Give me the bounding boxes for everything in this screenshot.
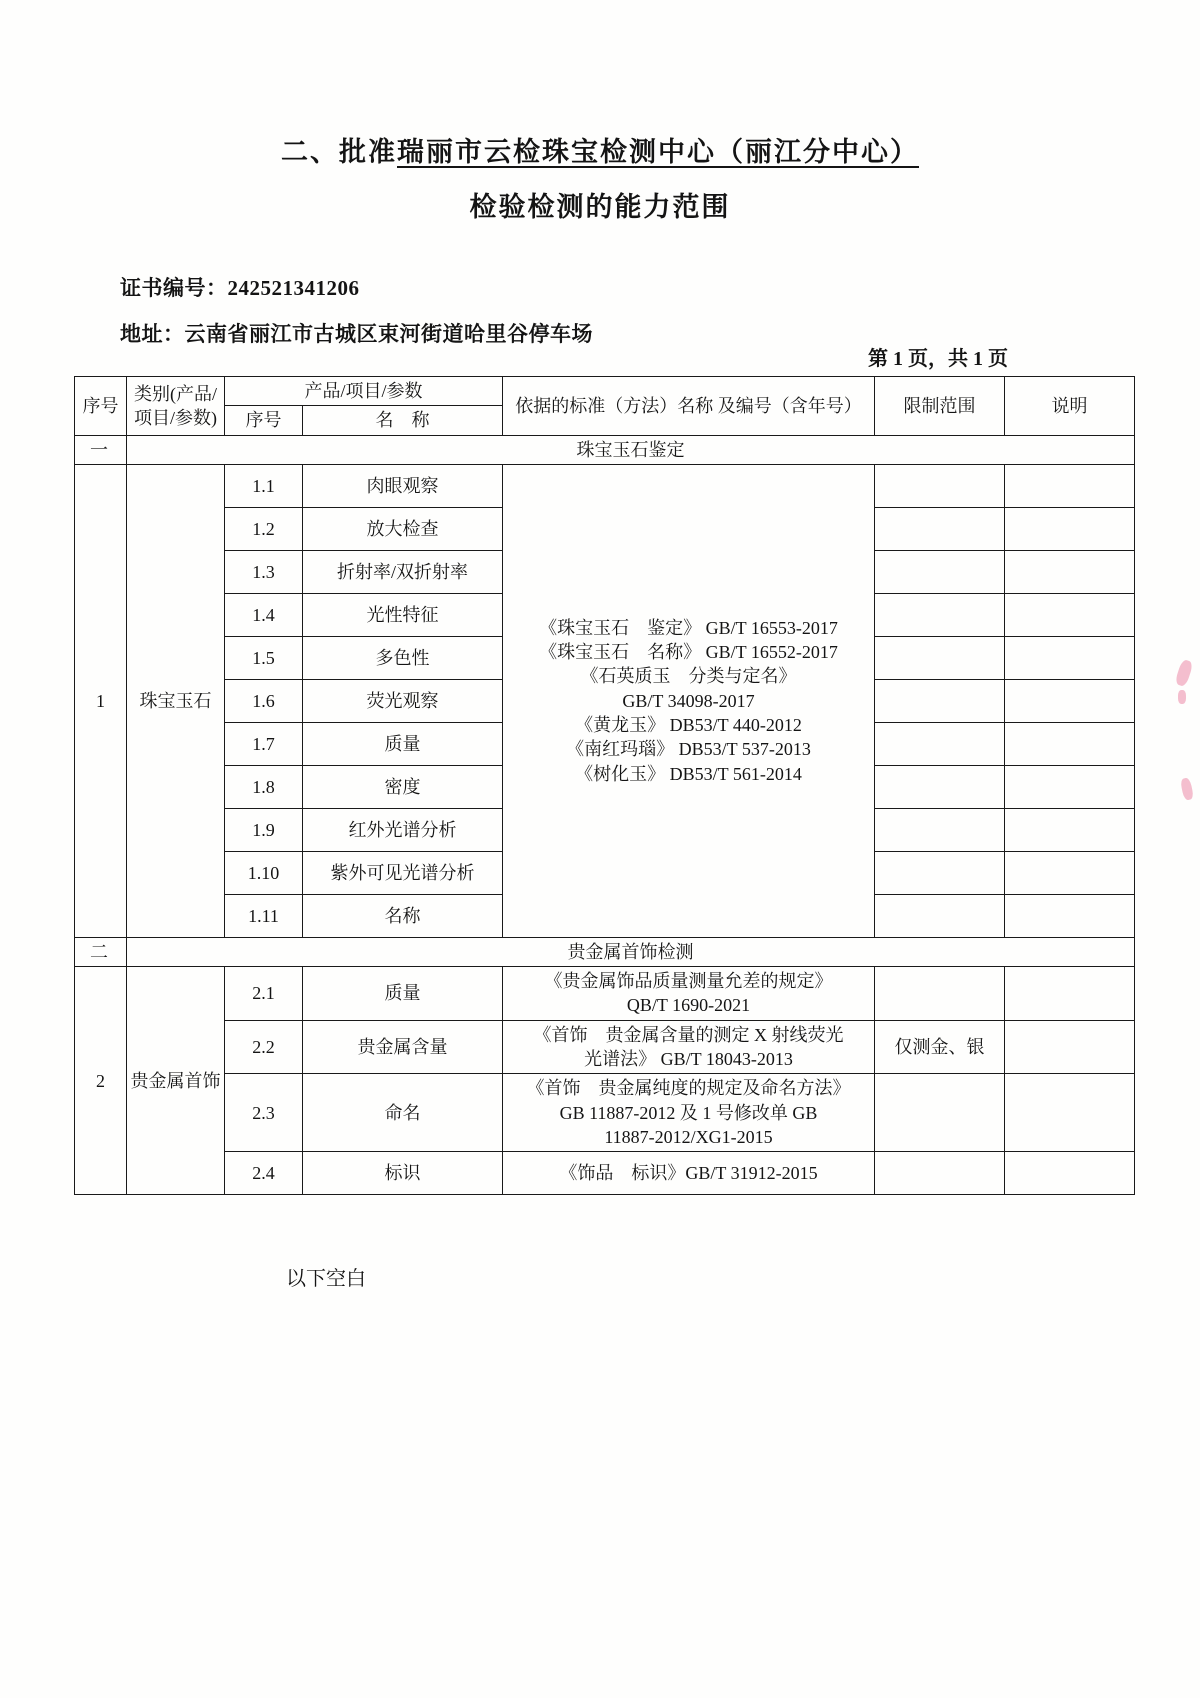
item-note xyxy=(1005,765,1135,808)
item-note xyxy=(1005,894,1135,937)
item-note xyxy=(1005,808,1135,851)
standard-line: 《贵金属饰品质量测量允差的规定》 xyxy=(544,971,833,992)
item-name: 肉眼观察 xyxy=(303,464,503,507)
item-no: 1.10 xyxy=(225,851,303,894)
section-index: 二 xyxy=(75,937,127,966)
row-category: 珠宝玉石 xyxy=(127,464,225,937)
item-limit xyxy=(875,894,1005,937)
item-no: 2.1 xyxy=(225,967,303,1021)
item-name: 密度 xyxy=(303,765,503,808)
scan-artifact-mark xyxy=(1180,777,1194,801)
standard-line: 《首饰 贵金属含量的测定 X 射线荧光 xyxy=(533,1024,844,1045)
header-item-name: 名 称 xyxy=(303,406,503,435)
standard-line: QB/T 1690-2021 xyxy=(626,995,751,1016)
item-name: 折射率/双折射率 xyxy=(303,550,503,593)
scan-artifact-mark xyxy=(1178,690,1186,704)
item-note xyxy=(1005,967,1135,1021)
item-limit xyxy=(875,808,1005,851)
item-no: 1.3 xyxy=(225,550,303,593)
certificate-number-line xyxy=(120,272,360,302)
header-category: 类别(产品/项目/参数) xyxy=(127,377,225,436)
item-name: 名称 xyxy=(303,894,503,937)
standard-line: GB 11887-2012 及 1 号修改单 GB xyxy=(559,1102,818,1123)
item-standards xyxy=(503,1074,875,1152)
item-note xyxy=(1005,593,1135,636)
item-no: 1.2 xyxy=(225,507,303,550)
item-note xyxy=(1005,507,1135,550)
item-name: 放大检查 xyxy=(303,507,503,550)
certificate-number-label: 证书编号： xyxy=(120,276,228,300)
item-limit xyxy=(875,722,1005,765)
item-limit xyxy=(875,967,1005,1021)
item-name: 标识 xyxy=(303,1152,503,1195)
row-category: 贵金属首饰 xyxy=(127,967,225,1195)
row-number: 1 xyxy=(75,464,127,937)
certificate-number-value: 242521341206 xyxy=(227,276,360,300)
item-name: 多色性 xyxy=(303,636,503,679)
item-standards xyxy=(503,1020,875,1074)
item-no: 1.4 xyxy=(225,593,303,636)
header-sub-seq: 序号 xyxy=(225,406,303,435)
item-no: 1.11 xyxy=(225,894,303,937)
item-limit xyxy=(875,593,1005,636)
title-prefix: 二、批准 xyxy=(281,137,397,167)
item-name: 质量 xyxy=(303,722,503,765)
title-line-1 xyxy=(0,130,1200,169)
item-no: 1.8 xyxy=(225,765,303,808)
standard-line: GB/T 34098-2017 xyxy=(622,690,755,711)
item-name: 荧光观察 xyxy=(303,679,503,722)
item-no: 1.9 xyxy=(225,808,303,851)
item-note xyxy=(1005,1152,1135,1195)
item-limit xyxy=(875,636,1005,679)
standard-line: 《树化玉》 DB53/T 561-2014 xyxy=(575,763,802,784)
item-no: 1.5 xyxy=(225,636,303,679)
header-standard-line1: 依据的标准（方法）名称 xyxy=(515,395,714,416)
standard-line: 《南红玛瑙》 DB53/T 537-2013 xyxy=(566,739,811,760)
item-no: 2.3 xyxy=(225,1074,303,1152)
section-title: 珠宝玉石鉴定 xyxy=(127,435,1135,464)
item-no: 1.7 xyxy=(225,722,303,765)
standard-line: 《石英质玉 分类与定名》 xyxy=(580,666,797,687)
item-no: 2.4 xyxy=(225,1152,303,1195)
row-number: 2 xyxy=(75,967,127,1195)
standard-line: 光谱法》 GB/T 18043-2013 xyxy=(584,1049,793,1070)
page-count: 第 1 页，共 1 页 xyxy=(868,348,1008,370)
header-note: 说明 xyxy=(1005,377,1135,436)
item-note xyxy=(1005,550,1135,593)
item-standards xyxy=(503,1152,875,1195)
standard-line: 《首饰 贵金属纯度的规定及命名方法》 xyxy=(526,1078,851,1099)
title-line-2: 检验检测的能力范围 xyxy=(469,192,731,222)
item-note xyxy=(1005,464,1135,507)
table-row xyxy=(75,967,1135,1021)
section-header-row xyxy=(75,435,1135,464)
table-row xyxy=(75,1152,1135,1195)
item-note xyxy=(1005,851,1135,894)
table-row xyxy=(75,464,1135,507)
capability-scope-table xyxy=(74,376,1135,1195)
header-limit: 限制范围 xyxy=(875,377,1005,436)
item-note xyxy=(1005,636,1135,679)
item-no: 2.2 xyxy=(225,1020,303,1074)
item-name: 质量 xyxy=(303,967,503,1021)
document-title xyxy=(0,130,1200,224)
header-product-group: 产品/项目/参数 xyxy=(225,377,503,406)
header-seq: 序号 xyxy=(75,377,127,436)
section-header-row xyxy=(75,937,1135,966)
header-standard xyxy=(503,377,875,436)
standard-line: 11887-2012/XG1-2015 xyxy=(604,1126,773,1147)
section-title: 贵金属首饰检测 xyxy=(127,937,1135,966)
footer-note: 以下空白 xyxy=(286,1268,366,1290)
item-standards xyxy=(503,464,875,937)
scan-artifact-mark xyxy=(1174,659,1193,687)
item-note xyxy=(1005,679,1135,722)
standard-line: 《饰品 标识》GB/T 31912-2015 xyxy=(559,1163,818,1184)
address-line xyxy=(120,318,593,348)
item-note xyxy=(1005,1020,1135,1074)
item-limit xyxy=(875,550,1005,593)
item-limit xyxy=(875,1074,1005,1152)
item-note xyxy=(1005,722,1135,765)
standard-line: 《珠宝玉石 鉴定》 GB/T 16553-2017 xyxy=(539,617,838,638)
standard-line: 《珠宝玉石 名称》 GB/T 16552-2017 xyxy=(539,642,838,663)
table-row xyxy=(75,1020,1135,1074)
item-name: 命名 xyxy=(303,1074,503,1152)
address-value: 云南省丽江市古城区束河街道哈里谷停车场 xyxy=(184,322,593,346)
item-note xyxy=(1005,1074,1135,1152)
section-index: 一 xyxy=(75,435,127,464)
item-no: 1.1 xyxy=(225,464,303,507)
item-limit xyxy=(875,679,1005,722)
item-standards xyxy=(503,967,875,1021)
item-name: 贵金属含量 xyxy=(303,1020,503,1074)
item-limit xyxy=(875,765,1005,808)
table-header-row xyxy=(75,377,1135,406)
header-standard-line2: 及编号（含年号） xyxy=(717,395,862,416)
table-row xyxy=(75,1074,1135,1152)
item-no: 1.6 xyxy=(225,679,303,722)
item-limit xyxy=(875,507,1005,550)
item-name: 红外光谱分析 xyxy=(303,808,503,851)
item-limit xyxy=(875,464,1005,507)
standard-line: 《黄龙玉》 DB53/T 440-2012 xyxy=(575,715,802,736)
address-label: 地址： xyxy=(120,322,185,346)
item-limit xyxy=(875,1152,1005,1195)
item-limit xyxy=(875,851,1005,894)
item-name: 紫外可见光谱分析 xyxy=(303,851,503,894)
item-name: 光性特征 xyxy=(303,593,503,636)
title-org-name: 瑞丽市云检珠宝检测中心（丽江分中心） xyxy=(397,137,919,167)
item-limit: 仅测金、银 xyxy=(875,1020,1005,1074)
